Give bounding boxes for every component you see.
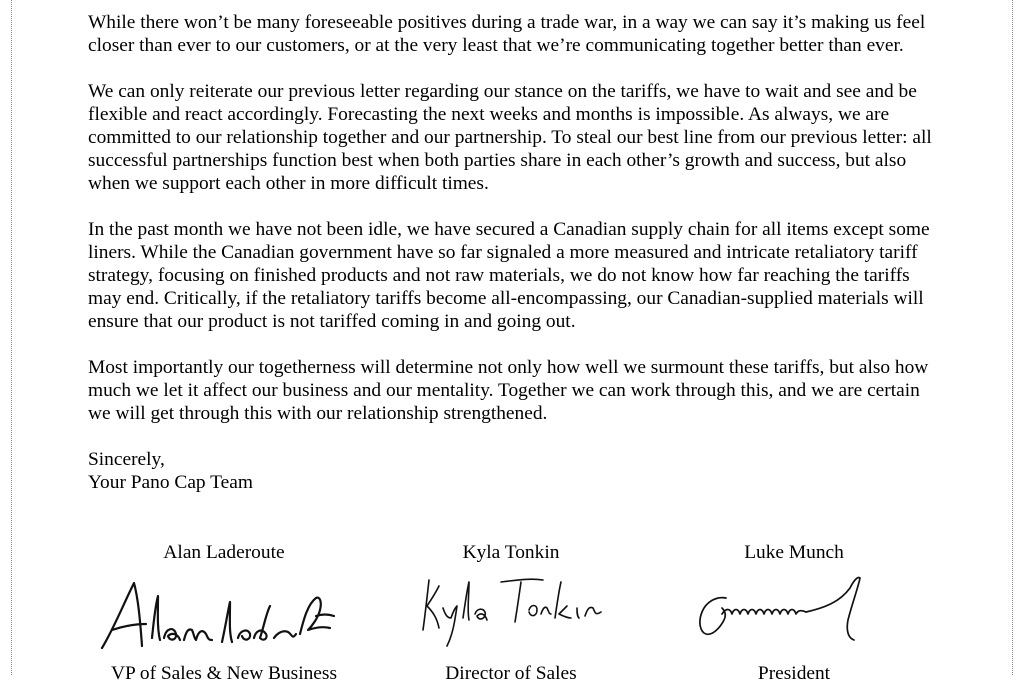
handwritten-signature-luke-munch	[664, 568, 924, 658]
signatory-name: Kyla Tonkin	[462, 542, 560, 563]
signatory-luke-munch	[664, 541, 924, 685]
closing-block	[88, 448, 933, 494]
handwritten-signature-kyla-tonkin	[381, 568, 641, 658]
signatory-kyla-tonkin	[381, 541, 641, 685]
page-border-right	[1012, 0, 1013, 675]
handwritten-signature-alan-laderoute	[94, 568, 354, 658]
signatory-title: Director of Sales	[445, 663, 577, 684]
closing-salutation: Sincerely,	[88, 449, 165, 470]
paragraph-2: We can only reiterate our previous letter regarding our stance on the tariffs, we have to wait and see and be flexible and react accordingly. Forecasting the next weeks and months is impossible. As always, we are committed to our relationship together and our partnership. To steal our best line from our previous letter: all successful partnerships function best when both parties share in each other’s growth and success, but also when we support each other in more difficult times.	[88, 81, 932, 194]
signatory-name: Alan Laderoute	[163, 542, 285, 563]
page-border-left	[11, 0, 12, 675]
closing-team: Your Pano Cap Team	[88, 472, 253, 493]
signatory-title: President	[757, 663, 831, 684]
letter-body	[88, 11, 933, 494]
paragraph-1: While there won’t be many foreseeable positives during a trade war, in a way we can say it’s making us feel closer than ever to our customers, or at the very least that we’re communicating together better than ever.	[88, 12, 926, 56]
signatory-title: VP of Sales & New Business	[110, 663, 338, 684]
paragraph-4: Most importantly our togetherness will determine not only how well we surmount these tariffs, but also how much we let it affect our business and our mentality. Together we can work through this, and we are certain we will get through this with our relationship strengthened.	[88, 357, 929, 424]
signatory-alan-laderoute	[94, 541, 354, 685]
paragraph-3: In the past month we have not been idle, we have secured a Canadian supply chain for all items except some liners. While the Canadian government have so far signaled a more measured and intricate retaliatory tariff strategy, focusing on finished products and not raw materials, we do not know how far reaching the tariffs may end. Critically, if the retaliatory tariffs become all-encompassing, our Canadian-supplied materials will ensure that our product is not tariffed coming in and going out.	[88, 219, 930, 332]
signatory-name: Luke Munch	[744, 542, 844, 563]
